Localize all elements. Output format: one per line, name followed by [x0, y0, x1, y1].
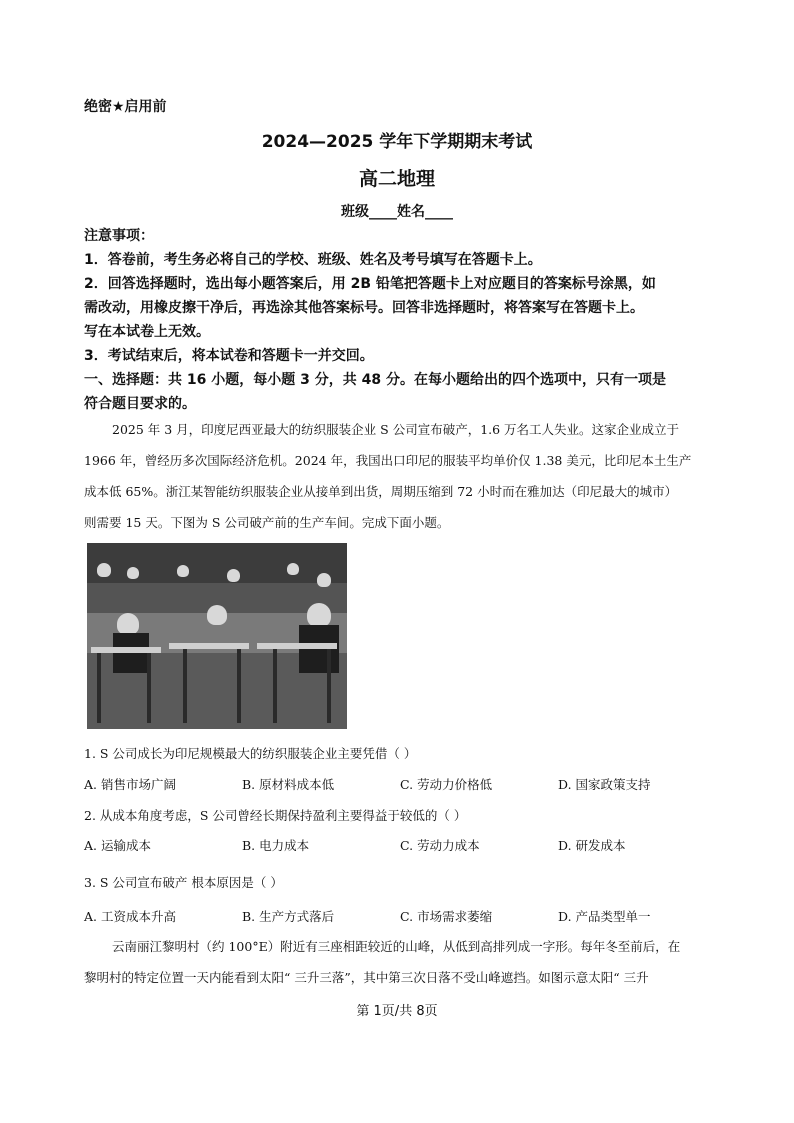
question-3-option-d: D. 产品类型单一 — [558, 909, 651, 924]
passage-2-line-1: 云南丽江黎明村（约 100°E）附近有三座相距较近的山峰，从低到高排列成一字形。每年冬至前后，在 — [112, 939, 681, 954]
question-1-option-c: C. 劳动力价格低 — [400, 777, 493, 792]
question-2-option-d: D. 研发成本 — [558, 838, 626, 853]
passage-1-line-4: 则需要 15 天。下图为 S 公司破产前的生产车间。完成下面小题。 — [84, 515, 450, 530]
question-1-stem: 1. S 公司成长为印尼规模最大的纺织服装企业主要凭借（ ） — [84, 746, 417, 761]
notice-item-3: 3．考试结束后，将本试卷和答题卡一并交回。 — [84, 348, 374, 364]
notice-item-2-line-1: 2．回答选择题时，选出每小题答案后，用 2B 铅笔把答题卡上对应题目的答案标号涂黑，如 — [84, 276, 656, 292]
section-1-heading-line-1: 一、选择题：共 16 小题，每小题 3 分，共 48 分。在每小题给出的四个选项中，只有一项是 — [84, 372, 666, 388]
notice-item-1: 1．答卷前，考生务必将自己的学校、班级、姓名及考号填写在答题卡上。 — [84, 252, 542, 268]
question-1-option-d: D. 国家政策支持 — [558, 777, 651, 792]
question-3-option-a: A. 工资成本升高 — [84, 909, 176, 924]
notice-item-2-line-2: 需改动，用橡皮擦干净后，再选涂其他答案标号。回答非选择题时，将答案写在答题卡上。 — [84, 300, 644, 316]
question-2-option-c: C. 劳动力成本 — [400, 838, 480, 853]
subject-title: 高二地理 — [358, 168, 435, 190]
student-fields: 班级____姓名____ — [341, 204, 453, 220]
question-2-option-b: B. 电力成本 — [242, 838, 310, 853]
page-number: 第 1页/共 8页 — [356, 1004, 438, 1019]
question-2-stem: 2. 从成本角度考虑，S 公司曾经长期保持盈利主要得益于较低的（ ） — [84, 808, 467, 823]
section-1-heading-line-2: 符合题目要求的。 — [84, 396, 196, 412]
question-3-option-b: B. 生产方式落后 — [242, 909, 335, 924]
exam-title: 2024—2025 学年下学期期末考试 — [261, 132, 533, 152]
notice-heading: 注意事项： — [84, 228, 154, 244]
question-3-option-c: C. 市场需求萎缩 — [400, 909, 493, 924]
question-1-option-a: A. 销售市场广阔 — [84, 777, 176, 792]
factory-workshop-photo — [87, 543, 347, 729]
secret-label: 绝密★启用前 — [84, 99, 167, 115]
question-2-option-a: A. 运输成本 — [84, 838, 151, 853]
question-3-stem: 3. S 公司宣布破产 根本原因是（ ） — [84, 875, 283, 890]
passage-1-line-1: 2025 年 3 月，印度尼西亚最大的纺织服装企业 S 公司宣布破产，1.6 万名工人失业。这家企业成立于 — [112, 422, 680, 437]
passage-1-line-2: 1966 年，曾经历多次国际经济危机。2024 年，我国出口印尼的服装平均单价仅 1.38 美元，比印尼本土生产 — [84, 453, 692, 468]
passage-2-line-2: 黎明村的特定位置一天内能看到太阳“ 三升三落”，其中第三次日落不受山峰遮挡。如图示意太阳“ 三升 — [84, 970, 649, 985]
passage-1-line-3: 成本低 65%。浙江某智能纺织服装企业从接单到出货，周期压缩到 72 小时而在雅加达（印尼最大的城市） — [84, 484, 678, 499]
question-1-option-b: B. 原材料成本低 — [242, 777, 335, 792]
notice-item-2-line-3: 写在本试卷上无效。 — [84, 324, 210, 340]
